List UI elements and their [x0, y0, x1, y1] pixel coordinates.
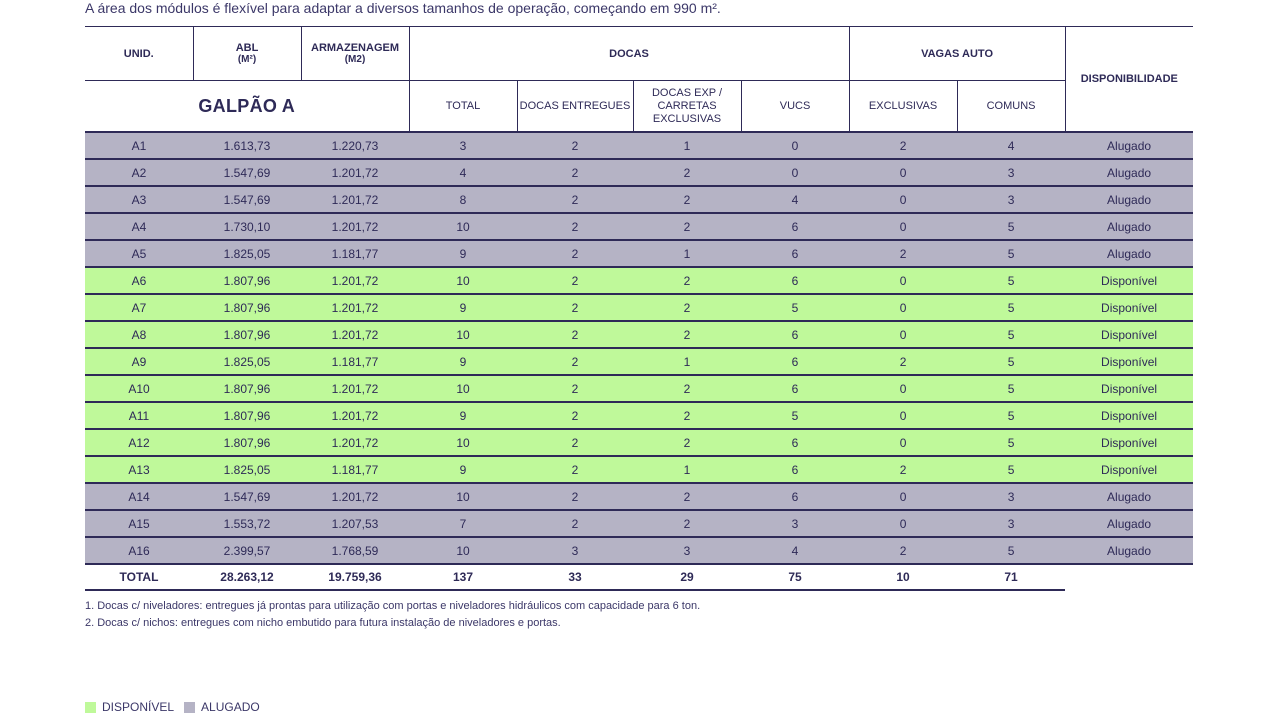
cell-abl: 1.807,96 [193, 321, 301, 348]
cell-exp: 2 [633, 402, 741, 429]
table-row [85, 456, 1193, 483]
cell-total: 10 [409, 483, 517, 510]
cell-comuns: 4 [957, 132, 1065, 159]
cell-total: 9 [409, 294, 517, 321]
cell-comuns: 5 [957, 348, 1065, 375]
table-body [85, 132, 1193, 590]
cell-entregues: 2 [517, 402, 633, 429]
cell-total: 9 [409, 348, 517, 375]
cell-entregues: 2 [517, 267, 633, 294]
legend [85, 700, 270, 714]
galpao-title: GALPÃO A [85, 81, 409, 133]
cell-unid: A4 [85, 213, 193, 240]
cell-comuns: 5 [957, 537, 1065, 564]
cell-abl: 1.547,69 [193, 483, 301, 510]
cell-exclusivas: 0 [849, 213, 957, 240]
cell-exp: 2 [633, 159, 741, 186]
cell-comuns: 5 [957, 294, 1065, 321]
cell-exp: 1 [633, 348, 741, 375]
table-row [85, 429, 1193, 456]
cell-abl: 1.807,96 [193, 429, 301, 456]
cell-status: Alugado [1065, 537, 1193, 564]
cell-total: 8 [409, 186, 517, 213]
cell-entregues: 2 [517, 348, 633, 375]
cell-exp: 1 [633, 240, 741, 267]
cell-total: 10 [409, 375, 517, 402]
cell-unid: A15 [85, 510, 193, 537]
cell-abl: 1.613,73 [193, 132, 301, 159]
cell-arm: 1.201,72 [301, 375, 409, 402]
cell-status: Disponível [1065, 348, 1193, 375]
cell-comuns: 5 [957, 267, 1065, 294]
cell-vucs: 6 [741, 267, 849, 294]
cell-arm: 1.201,72 [301, 159, 409, 186]
cell-arm: 1.201,72 [301, 321, 409, 348]
cell-vucs: 0 [741, 132, 849, 159]
cell-total: 10 [409, 321, 517, 348]
intro-text: A área dos módulos é flexível para adaptar a diversos tamanhos de operação, começando em 990 m². [85, 0, 721, 16]
cell-unid: A16 [85, 537, 193, 564]
header-abl [193, 27, 301, 81]
header-armazenagem-unit: (M2) [344, 54, 366, 65]
cell-total: 9 [409, 240, 517, 267]
cell-arm: 1.201,72 [301, 213, 409, 240]
cell-total: 9 [409, 402, 517, 429]
cell-exp: 3 [633, 537, 741, 564]
header-armazenagem [301, 27, 409, 81]
cell-arm: 1.201,72 [301, 186, 409, 213]
cell-vucs: 0 [741, 159, 849, 186]
cell-comuns: 5 [957, 456, 1065, 483]
legend-swatch-disponivel [85, 702, 96, 713]
table-row [85, 483, 1193, 510]
cell-entregues: 2 [517, 294, 633, 321]
cell-vucs: 6 [741, 429, 849, 456]
cell-unid: A3 [85, 186, 193, 213]
cell-exclusivas: 0 [849, 375, 957, 402]
total-abl: 28.263,12 [193, 564, 301, 590]
cell-exp: 1 [633, 456, 741, 483]
legend-label-alugado: ALUGADO [201, 700, 260, 714]
cell-vucs: 6 [741, 213, 849, 240]
table-row [85, 537, 1193, 564]
cell-arm: 1.201,72 [301, 429, 409, 456]
cell-entregues: 2 [517, 321, 633, 348]
cell-comuns: 3 [957, 483, 1065, 510]
cell-arm: 1.181,77 [301, 456, 409, 483]
table-row [85, 348, 1193, 375]
cell-exclusivas: 0 [849, 186, 957, 213]
cell-entregues: 2 [517, 186, 633, 213]
cell-total: 4 [409, 159, 517, 186]
cell-total: 9 [409, 456, 517, 483]
cell-total: 3 [409, 132, 517, 159]
total-comuns: 71 [957, 564, 1065, 590]
header-exclusivas: EXCLUSIVAS [849, 81, 957, 133]
table-row [85, 240, 1193, 267]
cell-abl: 1.807,96 [193, 402, 301, 429]
cell-comuns: 5 [957, 240, 1065, 267]
cell-unid: A5 [85, 240, 193, 267]
cell-comuns: 5 [957, 429, 1065, 456]
cell-arm: 1.181,77 [301, 348, 409, 375]
cell-exclusivas: 2 [849, 456, 957, 483]
cell-abl: 2.399,57 [193, 537, 301, 564]
cell-status: Disponível [1065, 429, 1193, 456]
cell-exp: 1 [633, 132, 741, 159]
cell-exp: 2 [633, 294, 741, 321]
footnote-1: 1. Docas c/ niveladores: entregues já prontas para utilização com portas e niveladores hidráulicos com capacidade para 6 ton. [85, 600, 701, 612]
cell-status: Disponível [1065, 375, 1193, 402]
cell-status: Disponível [1065, 267, 1193, 294]
cell-entregues: 2 [517, 483, 633, 510]
total-exp: 29 [633, 564, 741, 590]
cell-entregues: 2 [517, 213, 633, 240]
footnotes [85, 598, 700, 632]
cell-status: Disponível [1065, 456, 1193, 483]
cell-abl: 1.807,96 [193, 375, 301, 402]
legend-item-disponivel [85, 700, 174, 714]
table-row [85, 510, 1193, 537]
table-row [85, 213, 1193, 240]
cell-abl: 1.825,05 [193, 348, 301, 375]
cell-total: 7 [409, 510, 517, 537]
cell-exclusivas: 0 [849, 294, 957, 321]
cell-exp: 2 [633, 429, 741, 456]
cell-exclusivas: 2 [849, 348, 957, 375]
cell-unid: A1 [85, 132, 193, 159]
cell-exclusivas: 0 [849, 510, 957, 537]
cell-unid: A14 [85, 483, 193, 510]
table-row [85, 132, 1193, 159]
cell-entregues: 3 [517, 537, 633, 564]
cell-vucs: 6 [741, 456, 849, 483]
legend-swatch-alugado [184, 702, 195, 713]
cell-exclusivas: 0 [849, 321, 957, 348]
cell-unid: A10 [85, 375, 193, 402]
cell-arm: 1.201,72 [301, 483, 409, 510]
total-total: 137 [409, 564, 517, 590]
cell-total: 10 [409, 537, 517, 564]
cell-unid: A8 [85, 321, 193, 348]
cell-arm: 1.201,72 [301, 294, 409, 321]
cell-abl: 1.825,05 [193, 240, 301, 267]
header-comuns: COMUNS [957, 81, 1065, 133]
cell-unid: A11 [85, 402, 193, 429]
cell-abl: 1.730,10 [193, 213, 301, 240]
cell-vucs: 6 [741, 348, 849, 375]
cell-abl: 1.807,96 [193, 294, 301, 321]
cell-exp: 2 [633, 186, 741, 213]
cell-comuns: 3 [957, 186, 1065, 213]
cell-unid: A7 [85, 294, 193, 321]
cell-entregues: 2 [517, 159, 633, 186]
cell-vucs: 4 [741, 186, 849, 213]
table-row [85, 186, 1193, 213]
table-row [85, 402, 1193, 429]
table-row [85, 321, 1193, 348]
cell-abl: 1.807,96 [193, 267, 301, 294]
cell-arm: 1.207,53 [301, 510, 409, 537]
total-entregues: 33 [517, 564, 633, 590]
cell-status: Alugado [1065, 510, 1193, 537]
cell-arm: 1.768,59 [301, 537, 409, 564]
cell-arm: 1.220,73 [301, 132, 409, 159]
cell-exp: 2 [633, 213, 741, 240]
legend-label-disponivel: DISPONÍVEL [102, 700, 175, 714]
table-row [85, 267, 1193, 294]
cell-total: 10 [409, 213, 517, 240]
total-arm: 19.759,36 [301, 564, 409, 590]
header-docas: DOCAS [409, 27, 849, 81]
totals-row [85, 564, 1193, 590]
cell-total: 10 [409, 267, 517, 294]
cell-entregues: 2 [517, 240, 633, 267]
cell-status: Disponível [1065, 402, 1193, 429]
header-armazenagem-label: ARMAZENAGEM [311, 42, 399, 54]
header-docas-exp: DOCAS EXP / CARRETAS EXCLUSIVAS [633, 81, 741, 133]
cell-exclusivas: 2 [849, 132, 957, 159]
total-blank [1065, 564, 1193, 590]
table-row [85, 159, 1193, 186]
cell-entregues: 2 [517, 510, 633, 537]
cell-arm: 1.181,77 [301, 240, 409, 267]
cell-entregues: 2 [517, 429, 633, 456]
total-vucs: 75 [741, 564, 849, 590]
cell-status: Alugado [1065, 240, 1193, 267]
cell-comuns: 3 [957, 510, 1065, 537]
header-vucs: VUCS [741, 81, 849, 133]
cell-exclusivas: 0 [849, 402, 957, 429]
cell-vucs: 6 [741, 240, 849, 267]
cell-abl: 1.553,72 [193, 510, 301, 537]
footnote-2: 2. Docas c/ nichos: entregues com nicho embutido para futura instalação de niveladores e portas. [85, 617, 561, 629]
cell-status: Alugado [1065, 132, 1193, 159]
cell-exclusivas: 0 [849, 483, 957, 510]
cell-status: Alugado [1065, 213, 1193, 240]
cell-exclusivas: 0 [849, 159, 957, 186]
cell-arm: 1.201,72 [301, 402, 409, 429]
legend-item-alugado [184, 700, 260, 714]
cell-abl: 1.825,05 [193, 456, 301, 483]
cell-comuns: 5 [957, 321, 1065, 348]
cell-exclusivas: 2 [849, 537, 957, 564]
cell-exp: 2 [633, 267, 741, 294]
cell-vucs: 3 [741, 510, 849, 537]
cell-unid: A6 [85, 267, 193, 294]
cell-exp: 2 [633, 375, 741, 402]
cell-vucs: 6 [741, 375, 849, 402]
cell-unid: A2 [85, 159, 193, 186]
cell-comuns: 3 [957, 159, 1065, 186]
availability-table [85, 26, 1193, 591]
cell-entregues: 2 [517, 375, 633, 402]
cell-vucs: 6 [741, 321, 849, 348]
cell-exclusivas: 0 [849, 267, 957, 294]
table-row [85, 294, 1193, 321]
cell-vucs: 4 [741, 537, 849, 564]
cell-exp: 2 [633, 321, 741, 348]
cell-exp: 2 [633, 483, 741, 510]
cell-status: Alugado [1065, 186, 1193, 213]
header-disponibilidade: DISPONIBILIDADE [1065, 27, 1193, 133]
cell-entregues: 2 [517, 456, 633, 483]
cell-status: Alugado [1065, 159, 1193, 186]
cell-arm: 1.201,72 [301, 267, 409, 294]
cell-status: Disponível [1065, 294, 1193, 321]
header-total: TOTAL [409, 81, 517, 133]
header-unid: UNID. [85, 27, 193, 81]
cell-status: Disponível [1065, 321, 1193, 348]
cell-abl: 1.547,69 [193, 186, 301, 213]
cell-unid: A13 [85, 456, 193, 483]
cell-vucs: 5 [741, 402, 849, 429]
cell-status: Alugado [1065, 483, 1193, 510]
cell-comuns: 5 [957, 213, 1065, 240]
cell-comuns: 5 [957, 402, 1065, 429]
cell-entregues: 2 [517, 132, 633, 159]
total-exclusivas: 10 [849, 564, 957, 590]
cell-vucs: 5 [741, 294, 849, 321]
cell-exclusivas: 0 [849, 429, 957, 456]
header-docas-entregues: DOCAS ENTREGUES [517, 81, 633, 133]
cell-comuns: 5 [957, 375, 1065, 402]
cell-abl: 1.547,69 [193, 159, 301, 186]
cell-exclusivas: 2 [849, 240, 957, 267]
total-label: TOTAL [85, 564, 193, 590]
cell-exp: 2 [633, 510, 741, 537]
cell-vucs: 6 [741, 483, 849, 510]
header-abl-label: ABL [235, 42, 259, 54]
cell-total: 10 [409, 429, 517, 456]
table-row [85, 375, 1193, 402]
cell-unid: A12 [85, 429, 193, 456]
header-abl-unit: (M²) [237, 54, 257, 65]
header-vagas-auto: VAGAS AUTO [849, 27, 1065, 81]
cell-unid: A9 [85, 348, 193, 375]
